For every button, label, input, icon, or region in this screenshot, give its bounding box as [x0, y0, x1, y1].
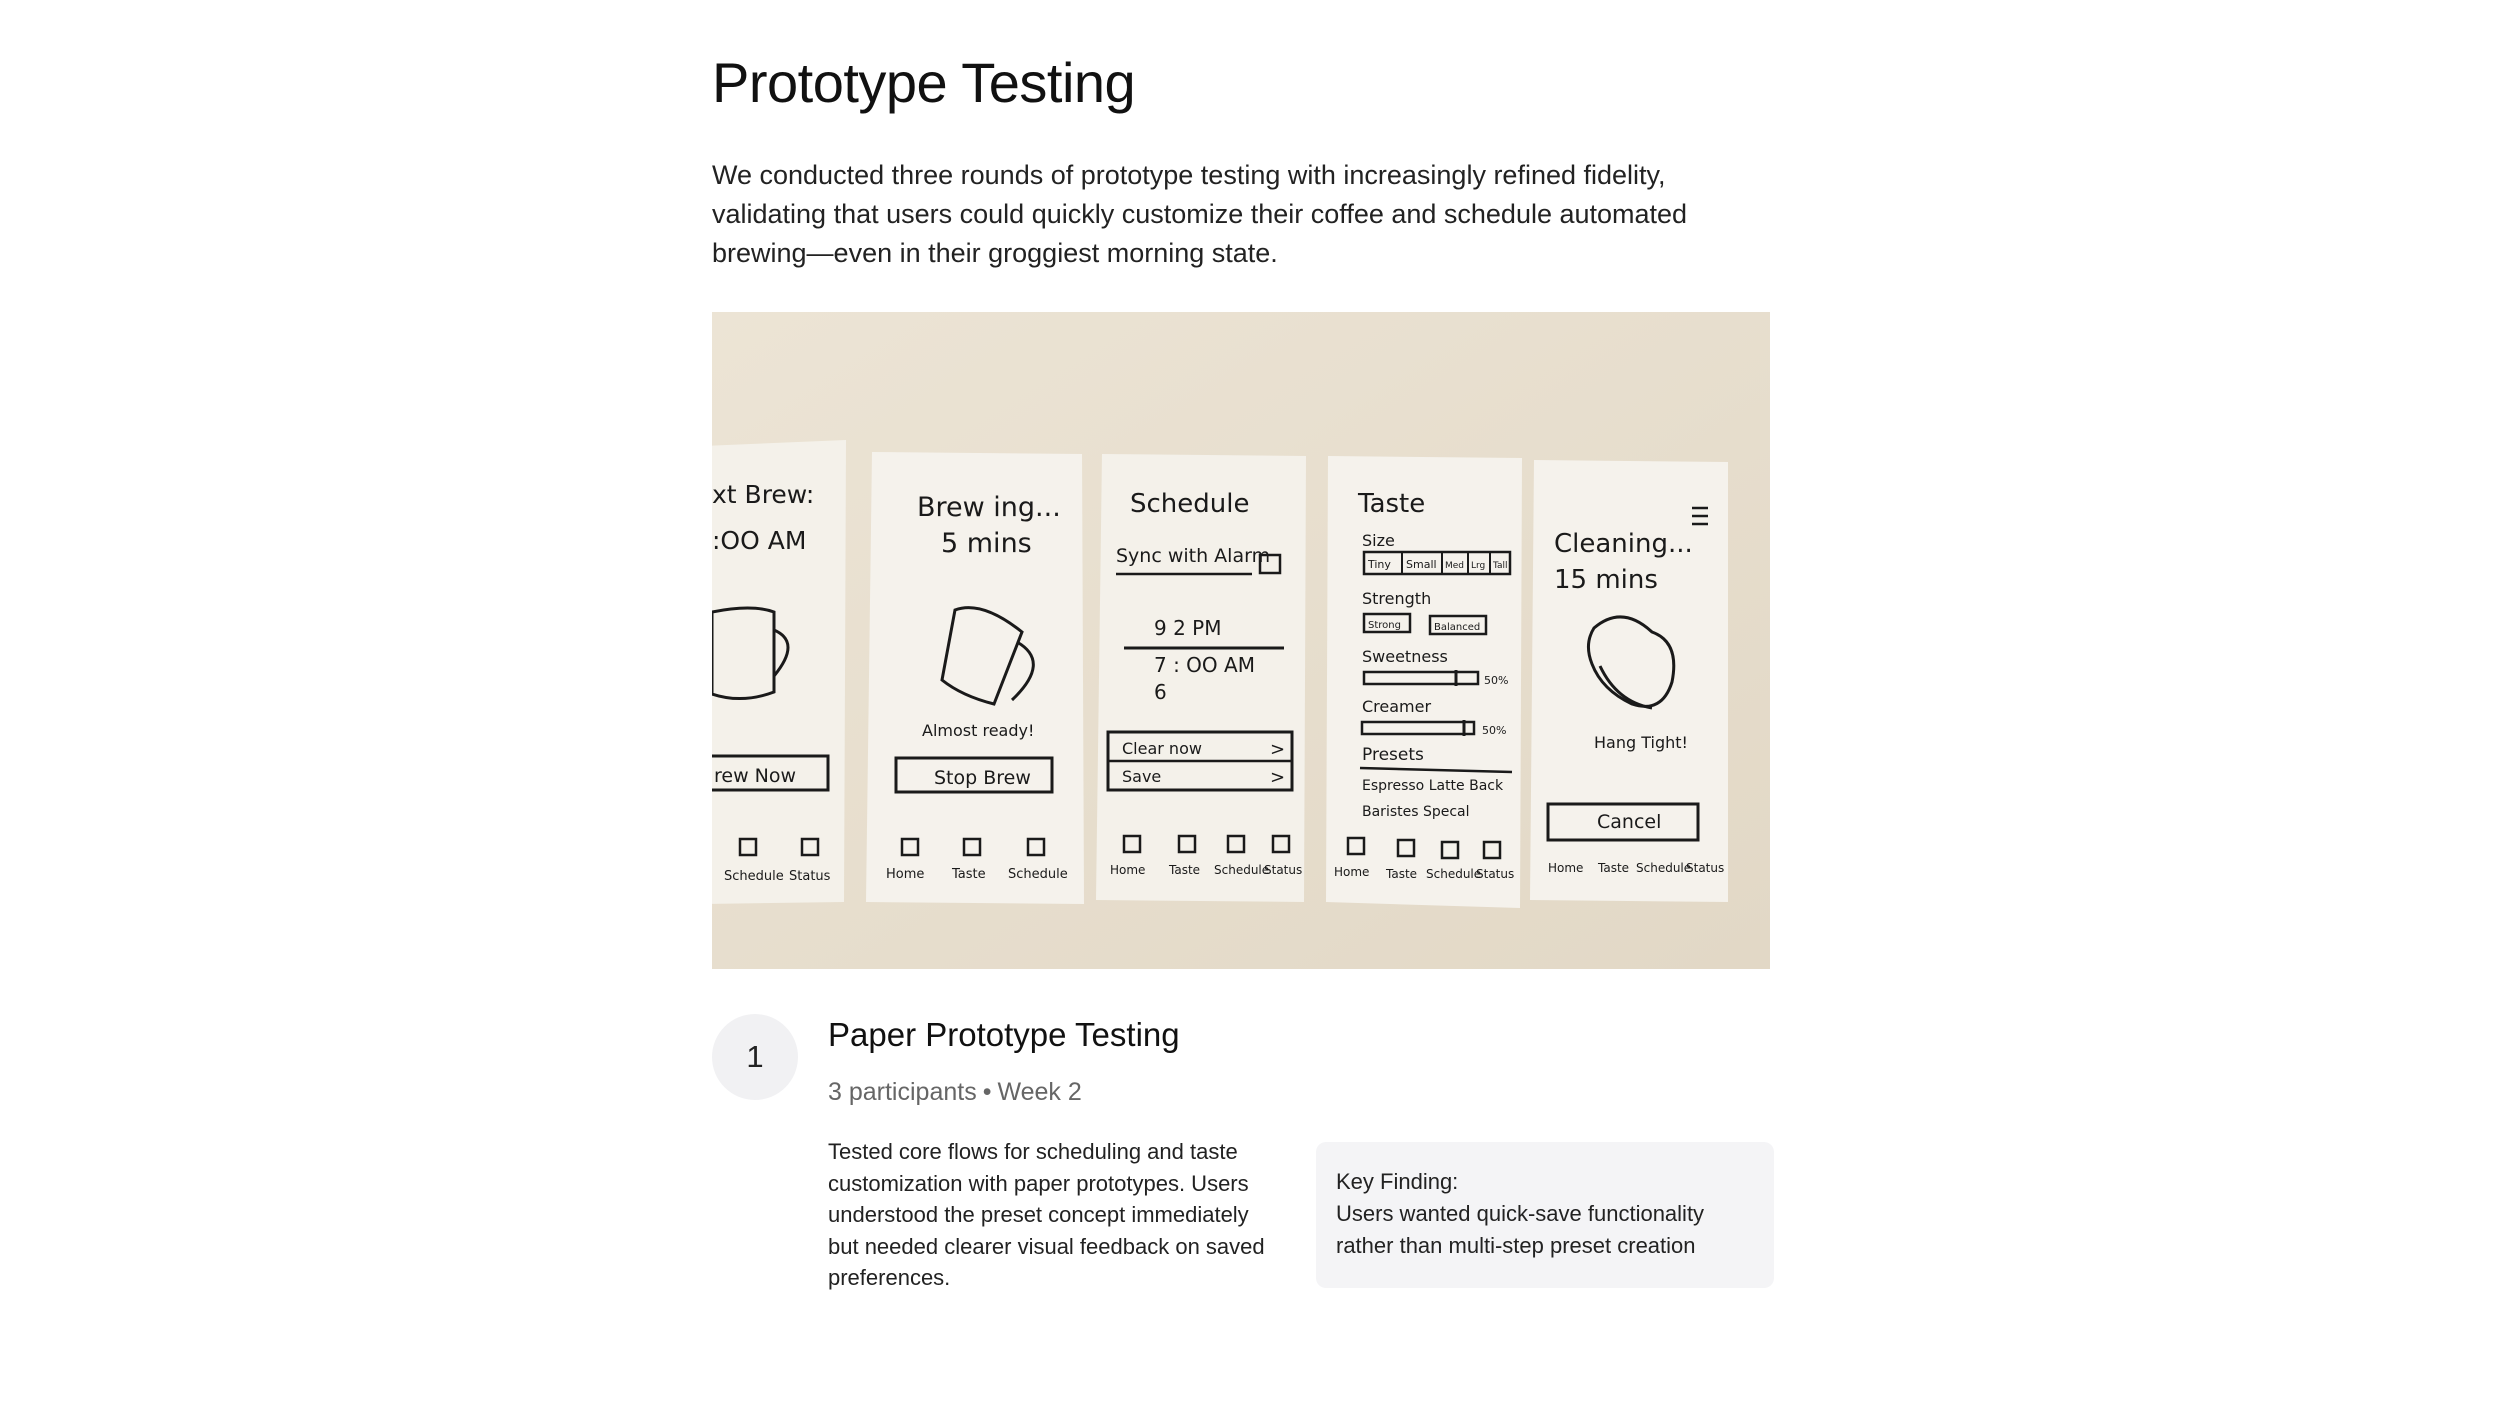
- svg-text:Home: Home: [1110, 863, 1146, 877]
- svg-text:Size: Size: [1362, 531, 1395, 550]
- page-title: Prototype Testing: [712, 51, 1136, 114]
- round-number-badge: [712, 1014, 798, 1100]
- svg-text:Cancel: Cancel: [1597, 811, 1662, 833]
- svg-text:>: >: [1270, 739, 1286, 760]
- svg-text:Sync with Alarm: Sync with Alarm: [1116, 545, 1271, 567]
- svg-text:Hang Tight!: Hang Tight!: [1594, 733, 1688, 752]
- svg-text:Strength: Strength: [1362, 589, 1432, 608]
- svg-text:Balanced: Balanced: [1434, 622, 1481, 633]
- svg-text:Strong: Strong: [1368, 620, 1401, 631]
- svg-text:Save: Save: [1122, 767, 1162, 786]
- svg-text:Status: Status: [1686, 861, 1725, 875]
- sketch-screen-cleaning: [1530, 460, 1728, 902]
- svg-text:Small: Small: [1406, 558, 1437, 571]
- svg-text:Creamer: Creamer: [1362, 697, 1432, 716]
- paper-prototype-photo: [712, 312, 1770, 969]
- sketch-screen-next-brew: [712, 440, 846, 904]
- svg-text:Taste: Taste: [1358, 489, 1426, 519]
- svg-text:Status: Status: [1264, 863, 1303, 877]
- paper-prototype-sketches: [712, 312, 1770, 969]
- svg-text:50%: 50%: [1482, 724, 1507, 737]
- svg-text:Schedule: Schedule: [1214, 863, 1270, 877]
- round-description: Tested core flows for scheduling and taste customization with paper prototypes. Users understood the preset concept immediately but needed clearer visual feedback on saved preferences.: [828, 1139, 1265, 1290]
- svg-text:Status: Status: [1476, 867, 1515, 881]
- meta-separator: •: [982, 1078, 992, 1106]
- sketch-screen-brewing: [866, 452, 1084, 904]
- key-finding-text: Users wanted quick-save functionality rather than multi-step preset creation: [1336, 1201, 1705, 1258]
- svg-text:Taste: Taste: [1598, 861, 1630, 875]
- svg-text:Home: Home: [1548, 861, 1584, 875]
- svg-text:Taste: Taste: [1386, 867, 1418, 881]
- svg-text:Med: Med: [1445, 561, 1465, 571]
- svg-text:Taste: Taste: [1169, 863, 1201, 877]
- svg-text:>: >: [1270, 767, 1286, 788]
- round-week: Week 2: [997, 1078, 1082, 1106]
- svg-text:9 2 PM: 9 2 PM: [1154, 616, 1222, 640]
- round-number: 1: [746, 1039, 764, 1074]
- sketch-button: rew Now: [714, 765, 797, 787]
- svg-text:6: 6: [1154, 680, 1167, 704]
- svg-text:Schedule: Schedule: [1130, 489, 1250, 519]
- round-meta: [828, 1078, 1082, 1107]
- svg-text:Tall: Tall: [1493, 561, 1508, 571]
- svg-text:Cleaning...: Cleaning...: [1554, 529, 1693, 559]
- svg-text:Baristes Specal: Baristes Specal: [1362, 804, 1470, 820]
- svg-text:Almost ready!: Almost ready!: [922, 721, 1035, 740]
- svg-text:Home: Home: [1334, 865, 1370, 879]
- svg-text:Status: Status: [789, 869, 831, 884]
- participants-count: 3 participants: [828, 1078, 977, 1106]
- svg-text:15 mins: 15 mins: [1554, 565, 1658, 595]
- svg-text:Schedule: Schedule: [724, 869, 784, 884]
- svg-text:Presets: Presets: [1362, 745, 1424, 765]
- svg-text:Sweetness: Sweetness: [1362, 647, 1448, 666]
- svg-text:Clear now: Clear now: [1122, 739, 1202, 758]
- svg-text:Stop Brew: Stop Brew: [934, 767, 1031, 789]
- svg-text:Tiny: Tiny: [1368, 558, 1391, 571]
- svg-text:Schedule: Schedule: [1008, 867, 1068, 882]
- key-finding-label: Key Finding:: [1336, 1169, 1459, 1194]
- svg-text:50%: 50%: [1484, 674, 1509, 687]
- svg-text:Espresso Latte Back: Espresso Latte Back: [1362, 778, 1504, 794]
- svg-text:Brew ing...: Brew ing...: [917, 492, 1061, 523]
- svg-text:Schedule: Schedule: [1636, 861, 1692, 875]
- svg-text:Schedule: Schedule: [1426, 867, 1482, 881]
- sketch-screen-schedule: [1096, 454, 1306, 902]
- key-finding-card: [1316, 1142, 1774, 1288]
- svg-text:5 mins: 5 mins: [941, 528, 1032, 559]
- sketch-screen-taste: [1326, 456, 1522, 908]
- sketch-subtitle: :OO AM: [712, 526, 807, 555]
- intro-paragraph: We conducted three rounds of prototype testing with increasingly refined fidelity, validating that users could quickly customize their coffee and schedule automated brewing—even in their groggiest morning state.: [712, 160, 1688, 268]
- svg-text:7 : OO AM: 7 : OO AM: [1154, 653, 1255, 677]
- sketch-title: xt Brew:: [712, 480, 815, 509]
- svg-text:Lrg: Lrg: [1471, 561, 1486, 571]
- round-title: Paper Prototype Testing: [828, 1016, 1180, 1053]
- svg-text:Taste: Taste: [952, 867, 986, 882]
- svg-text:Home: Home: [886, 867, 925, 882]
